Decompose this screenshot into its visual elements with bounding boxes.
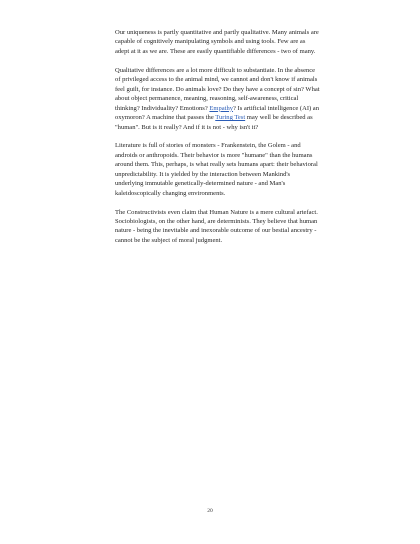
paragraph-2-text-start: Qualitative differences are a lot more difficult to substantiate. In the absence of privileged access to the animal mind, we cannot and don't know if animals feel guilt, for instance. Do animals love? Do they have a concept of sin? What about object permanence, meaning, reasoning, self-awareness, critical thinking? Individuality? Emotions? [115,66,320,112]
page-number: 20 [207,508,213,514]
paragraph-4: The Constructivists even claim that Human Nature is a mere cultural artefact. Sociobiologists, on the other hand, are determinists. They believe that human nature - being the inevitable and inexorable outcome of our bestial ancestry - cannot be the subject of moral judgment. [115,208,318,244]
paragraph-2-text-middle: ? Is artificial intelligence (AI) an oxymoron? A machine that passes the [115,104,319,122]
body-text [115,28,320,255]
paragraph-2 [115,66,320,132]
paragraph-2-text-end: may well be described as "human". But is it really? And if it is not - why isn't it? [115,114,313,131]
turing-test-link[interactable]: Turing Test [215,114,246,122]
empathy-link[interactable]: Empathy [209,104,234,112]
paragraph-3: Literature is full of stories of monsters - Frankenstein, the Golem - and androids or anthropoids. Their behavior is more "humane" than the humans around them. This, perhaps, is what really sets humans apart: their behavioral unpredictability. It is yielded by the interaction between Mankind's underlying immutable genetically-determined nature - and Man's kaleidoscopically changing environments. [115,142,318,197]
paragraph-1: Our uniqueness is partly quantitative and partly qualitative. Many animals are capable of cognitively manipulating symbols and using tools. Few are as adept at it as we are. These are easily quantifiable differences - two of many. [115,29,319,55]
